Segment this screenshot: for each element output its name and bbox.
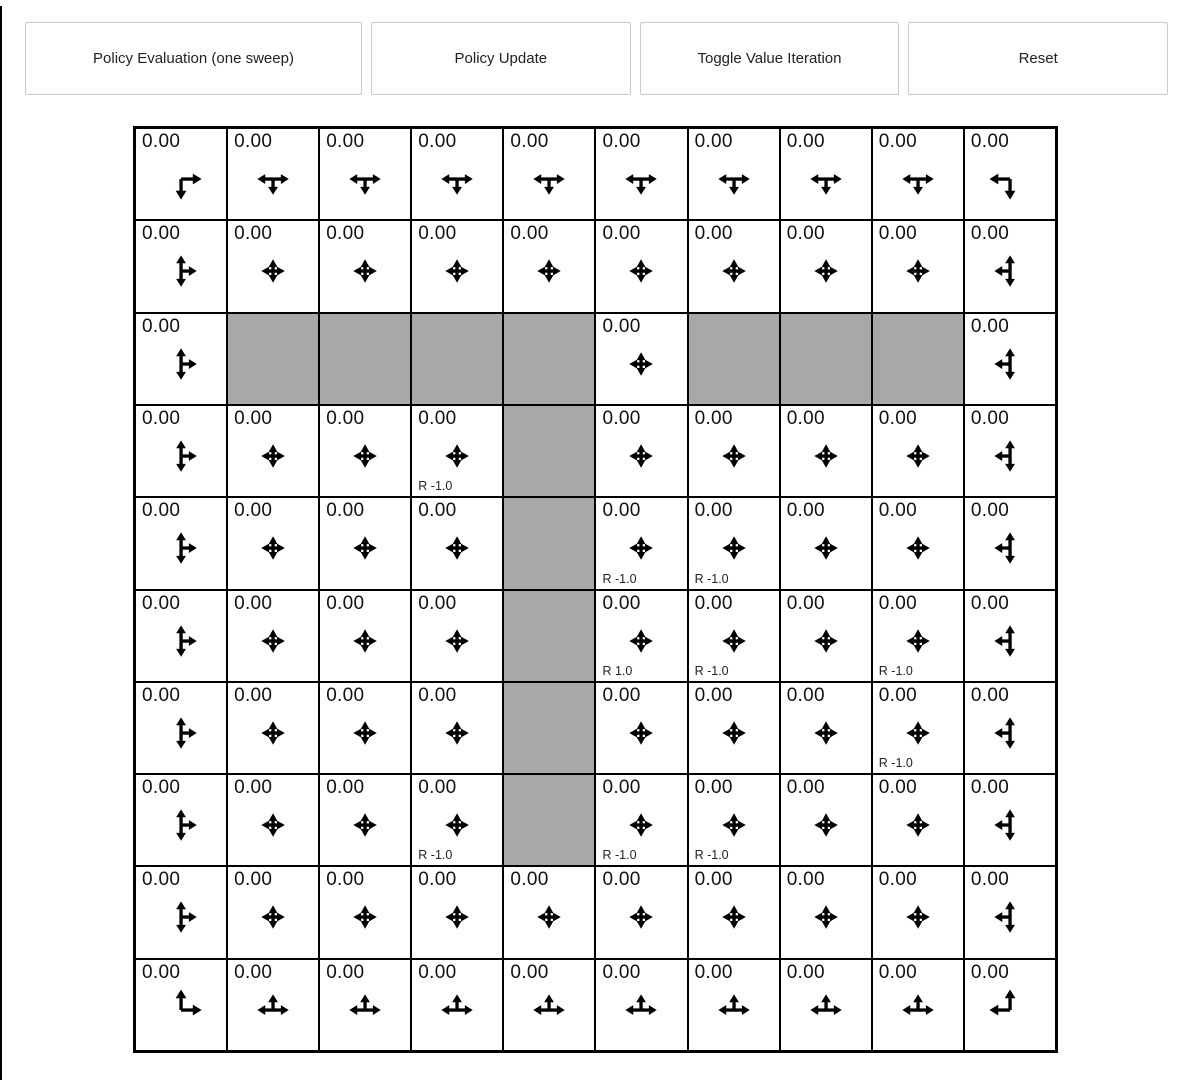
- cell-value: 0.00: [326, 961, 365, 983]
- grid-cell: [411, 959, 503, 1051]
- cell-value: 0.00: [602, 131, 641, 152]
- cell-value: 0.00: [970, 592, 1010, 614]
- policy-arrows-icon: [873, 960, 963, 1050]
- cell-value: 0.00: [602, 777, 641, 799]
- cell-value: 0.00: [970, 131, 1010, 152]
- policy-arrows-icon: [596, 406, 686, 496]
- cell-value: 0.00: [418, 407, 457, 429]
- wall-cell: [411, 313, 503, 405]
- cell-value: 0.00: [878, 684, 917, 706]
- wall-cell: [503, 497, 595, 589]
- cell-value: 0.00: [970, 777, 1010, 799]
- grid-cell: [872, 405, 964, 497]
- cell-value: 0.00: [786, 223, 825, 245]
- cell-value: 0.00: [510, 131, 549, 152]
- grid-cell: [227, 590, 319, 682]
- grid-cell: [780, 682, 872, 774]
- cell-value: 0.00: [418, 777, 457, 799]
- policy-arrows-icon: [873, 129, 963, 219]
- cell-value: 0.00: [878, 500, 917, 522]
- wall-cell: [503, 682, 595, 774]
- policy-arrows-icon: [136, 591, 226, 681]
- cell-value: 0.00: [786, 869, 825, 891]
- grid-cell: [780, 405, 872, 497]
- cell-value: 0.00: [786, 407, 825, 429]
- grid-cell: [595, 774, 687, 866]
- wall-cell: [503, 313, 595, 405]
- policy-arrows-icon: [412, 498, 502, 588]
- cell-value: 0.00: [786, 777, 825, 799]
- grid-cell: [411, 497, 503, 589]
- cell-value: 0.00: [418, 131, 457, 152]
- policy-arrows-icon: [136, 775, 226, 865]
- cell-value: 0.00: [878, 592, 917, 614]
- policy-arrows-icon: [596, 221, 686, 311]
- reset-button[interactable]: Reset: [908, 22, 1168, 95]
- cell-value: 0.00: [970, 315, 1010, 337]
- cell-value: 0.00: [326, 869, 365, 891]
- policy-arrows-icon: [412, 591, 502, 681]
- cell-value: 0.00: [418, 684, 457, 706]
- policy-arrows-icon: [965, 498, 1055, 588]
- policy-arrows-icon: [228, 867, 318, 957]
- cell-value: 0.00: [234, 592, 273, 614]
- policy-arrows-icon: [320, 591, 410, 681]
- cell-value: 0.00: [142, 777, 181, 799]
- cell-value: 0.00: [602, 961, 641, 983]
- cell-value: 0.00: [234, 684, 273, 706]
- policy-arrows-icon: [965, 960, 1055, 1050]
- policy-arrows-icon: [136, 221, 226, 311]
- grid-cell: [688, 405, 780, 497]
- cell-value: 0.00: [786, 961, 825, 983]
- policy-arrows-icon: [596, 683, 686, 773]
- cell-value: 0.00: [694, 961, 733, 983]
- policy-arrows-icon: [412, 683, 502, 773]
- policy-arrows-icon: [965, 867, 1055, 957]
- policy-arrows-icon: [781, 498, 871, 588]
- cell-value: 0.00: [142, 223, 181, 245]
- grid-cell: [872, 959, 964, 1051]
- grid-cell: [227, 405, 319, 497]
- grid-cell: [964, 590, 1056, 682]
- policy-arrows-icon: [965, 683, 1055, 773]
- grid-cell: [964, 497, 1056, 589]
- cell-value: 0.00: [602, 684, 641, 706]
- cell-value: 0.00: [878, 777, 917, 799]
- grid-cell: [411, 128, 503, 220]
- grid-cell: [964, 774, 1056, 866]
- cell-value: 0.00: [142, 869, 181, 891]
- grid-cell: [227, 682, 319, 774]
- cell-value: 0.00: [602, 407, 641, 429]
- cell-value: 0.00: [786, 592, 825, 614]
- cell-value: 0.00: [234, 407, 273, 429]
- cell-value: 0.00: [694, 869, 733, 891]
- grid-cell: [595, 128, 687, 220]
- cell-value: 0.00: [326, 223, 365, 245]
- cell-value: 0.00: [234, 500, 273, 522]
- grid-cell: [595, 220, 687, 312]
- policy-arrows-icon: [873, 498, 963, 588]
- cell-value: 0.00: [694, 500, 733, 522]
- cell-value: 0.00: [142, 684, 181, 706]
- reward-label: R -1.0: [878, 756, 913, 771]
- reward-label: R -1.0: [878, 663, 913, 678]
- policy-arrows-icon: [228, 775, 318, 865]
- grid-cell: [135, 866, 227, 958]
- policy-arrows-icon: [504, 129, 594, 219]
- grid-cell: [503, 866, 595, 958]
- grid-cell: [319, 405, 411, 497]
- cell-value: 0.00: [142, 315, 181, 337]
- grid-cell: [135, 590, 227, 682]
- policy-arrows-icon: [412, 221, 502, 311]
- cell-value: 0.00: [142, 961, 181, 983]
- policy-arrows-icon: [965, 129, 1055, 219]
- cell-value: 0.00: [694, 407, 733, 429]
- grid-cell: [227, 866, 319, 958]
- cell-value: 0.00: [602, 869, 641, 891]
- policy-arrows-icon: [781, 960, 871, 1050]
- cell-value: 0.00: [326, 131, 365, 152]
- grid-cell: [964, 405, 1056, 497]
- policy-arrows-icon: [136, 406, 226, 496]
- cell-value: 0.00: [878, 223, 917, 245]
- policy-arrows-icon: [136, 960, 226, 1050]
- policy-arrows-icon: [965, 314, 1055, 404]
- cell-value: 0.00: [694, 592, 733, 614]
- policy-arrows-icon: [228, 960, 318, 1050]
- policy-arrows-icon: [965, 591, 1055, 681]
- reward-label: R -1.0: [602, 571, 637, 586]
- cell-value: 0.00: [970, 869, 1010, 891]
- policy-arrows-icon: [781, 775, 871, 865]
- grid-cell: [872, 682, 964, 774]
- reward-label: R -1.0: [418, 479, 453, 494]
- cell-value: 0.00: [878, 961, 917, 983]
- policy-arrows-icon: [781, 591, 871, 681]
- policy-arrows-icon: [965, 775, 1055, 865]
- cell-value: 0.00: [418, 223, 457, 245]
- cell-value: 0.00: [602, 315, 641, 337]
- policy-arrows-icon: [689, 406, 779, 496]
- grid-cell: [595, 866, 687, 958]
- cell-value: 0.00: [602, 500, 641, 522]
- policy-arrows-icon: [412, 960, 502, 1050]
- cell-value: 0.00: [510, 223, 549, 245]
- wall-cell: [872, 313, 964, 405]
- policy-arrows-icon: [228, 129, 318, 219]
- grid-cell: [688, 220, 780, 312]
- cell-value: 0.00: [510, 869, 549, 891]
- policy-arrows-icon: [228, 591, 318, 681]
- grid-cell: [503, 128, 595, 220]
- grid-cell: [135, 959, 227, 1051]
- policy-arrows-icon: [320, 867, 410, 957]
- window-edge: [0, 6, 2, 1080]
- grid-cell: [595, 682, 687, 774]
- cell-value: 0.00: [418, 869, 457, 891]
- grid-cell: [411, 866, 503, 958]
- grid-cell: [595, 590, 687, 682]
- grid-cell: [688, 866, 780, 958]
- grid-cell: [319, 682, 411, 774]
- grid-cell: [780, 590, 872, 682]
- grid-cell: [595, 405, 687, 497]
- policy-update-button[interactable]: Policy Update: [371, 22, 631, 95]
- grid-cell: [227, 497, 319, 589]
- grid-cell: [227, 774, 319, 866]
- grid-cell: [411, 774, 503, 866]
- grid-cell: [964, 682, 1056, 774]
- grid-cell: [872, 128, 964, 220]
- grid-cell: [688, 590, 780, 682]
- policy-arrows-icon: [689, 221, 779, 311]
- policy-arrows-icon: [320, 221, 410, 311]
- policy-arrows-icon: [136, 867, 226, 957]
- cell-value: 0.00: [510, 961, 549, 983]
- policy-evaluation-button[interactable]: Policy Evaluation (one sweep): [25, 22, 362, 95]
- grid-cell: [595, 497, 687, 589]
- cell-value: 0.00: [786, 500, 825, 522]
- wall-cell: [227, 313, 319, 405]
- policy-arrows-icon: [228, 406, 318, 496]
- cell-value: 0.00: [602, 592, 641, 614]
- grid-cell: [780, 866, 872, 958]
- wall-cell: [319, 313, 411, 405]
- cell-value: 0.00: [234, 869, 273, 891]
- grid-cell: [319, 497, 411, 589]
- policy-arrows-icon: [596, 960, 686, 1050]
- cell-value: 0.00: [418, 500, 457, 522]
- grid-cell: [135, 405, 227, 497]
- policy-arrows-icon: [412, 867, 502, 957]
- grid-cell: [227, 959, 319, 1051]
- cell-value: 0.00: [326, 592, 365, 614]
- grid-cell: [595, 313, 687, 405]
- reward-label: R 1.0: [602, 663, 633, 678]
- grid-cell: [688, 959, 780, 1051]
- grid-cell: [503, 220, 595, 312]
- grid-cell: [319, 128, 411, 220]
- grid-cell: [319, 866, 411, 958]
- grid-cell: [411, 405, 503, 497]
- grid-cell: [780, 959, 872, 1051]
- grid-cell: [411, 590, 503, 682]
- cell-value: 0.00: [326, 500, 365, 522]
- wall-cell: [503, 774, 595, 866]
- grid-cell: [780, 774, 872, 866]
- policy-arrows-icon: [596, 129, 686, 219]
- policy-arrows-icon: [781, 683, 871, 773]
- policy-arrows-icon: [781, 406, 871, 496]
- policy-arrows-icon: [136, 129, 226, 219]
- grid-cell: [135, 128, 227, 220]
- wall-cell: [780, 313, 872, 405]
- grid-cell: [964, 959, 1056, 1051]
- cell-value: 0.00: [234, 777, 273, 799]
- policy-arrows-icon: [320, 129, 410, 219]
- cell-value: 0.00: [602, 223, 641, 245]
- policy-arrows-icon: [781, 129, 871, 219]
- policy-arrows-icon: [965, 221, 1055, 311]
- grid-cell: [688, 497, 780, 589]
- cell-value: 0.00: [694, 684, 733, 706]
- grid-cell: [872, 866, 964, 958]
- cell-value: 0.00: [234, 223, 273, 245]
- policy-arrows-icon: [689, 683, 779, 773]
- cell-value: 0.00: [326, 684, 365, 706]
- grid-cell: [411, 220, 503, 312]
- cell-value: 0.00: [694, 777, 733, 799]
- grid-cell: [503, 959, 595, 1051]
- policy-arrows-icon: [873, 406, 963, 496]
- policy-arrows-icon: [136, 498, 226, 588]
- reward-label: R -1.0: [694, 571, 729, 586]
- cell-value: 0.00: [970, 407, 1010, 429]
- policy-arrows-icon: [136, 314, 226, 404]
- grid-cell: [964, 220, 1056, 312]
- reward-label: R -1.0: [602, 848, 637, 863]
- policy-arrows-icon: [873, 775, 963, 865]
- policy-arrows-icon: [228, 221, 318, 311]
- grid-cell: [964, 313, 1056, 405]
- cell-value: 0.00: [418, 961, 457, 983]
- cell-value: 0.00: [970, 961, 1010, 983]
- policy-arrows-icon: [781, 221, 871, 311]
- policy-arrows-icon: [228, 683, 318, 773]
- wall-cell: [503, 405, 595, 497]
- policy-arrows-icon: [320, 960, 410, 1050]
- cell-value: 0.00: [326, 407, 365, 429]
- cell-value: 0.00: [970, 223, 1010, 245]
- grid-cell: [319, 220, 411, 312]
- grid-cell: [411, 682, 503, 774]
- policy-arrows-icon: [412, 129, 502, 219]
- policy-arrows-icon: [596, 867, 686, 957]
- grid-cell: [872, 220, 964, 312]
- policy-arrows-icon: [689, 960, 779, 1050]
- grid-cell: [595, 959, 687, 1051]
- grid-cell: [135, 220, 227, 312]
- policy-arrows-icon: [320, 775, 410, 865]
- grid-cell: [964, 128, 1056, 220]
- grid-cell: [964, 866, 1056, 958]
- grid-cell: [227, 220, 319, 312]
- policy-arrows-icon: [136, 683, 226, 773]
- policy-arrows-icon: [504, 867, 594, 957]
- policy-arrows-icon: [320, 683, 410, 773]
- grid-cell: [135, 774, 227, 866]
- cell-value: 0.00: [694, 131, 733, 152]
- cell-value: 0.00: [878, 869, 917, 891]
- policy-arrows-icon: [873, 867, 963, 957]
- cell-value: 0.00: [234, 961, 273, 983]
- cell-value: 0.00: [970, 500, 1010, 522]
- cell-value: 0.00: [326, 777, 365, 799]
- reward-label: R -1.0: [694, 663, 729, 678]
- policy-arrows-icon: [320, 406, 410, 496]
- policy-arrows-icon: [596, 314, 686, 404]
- cell-value: 0.00: [418, 592, 457, 614]
- policy-arrows-icon: [689, 129, 779, 219]
- grid-cell: [688, 128, 780, 220]
- grid-cell: [135, 313, 227, 405]
- policy-arrows-icon: [320, 498, 410, 588]
- grid-cell: [780, 220, 872, 312]
- cell-value: 0.00: [142, 500, 181, 522]
- grid-cell: [319, 590, 411, 682]
- grid-cell: [319, 959, 411, 1051]
- toolbar: [25, 22, 1168, 95]
- grid-cell: [780, 497, 872, 589]
- policy-arrows-icon: [504, 960, 594, 1050]
- cell-value: 0.00: [878, 131, 917, 152]
- grid-cell: [688, 774, 780, 866]
- policy-arrows-icon: [965, 406, 1055, 496]
- cell-value: 0.00: [786, 684, 825, 706]
- grid-cell: [780, 128, 872, 220]
- wall-cell: [688, 313, 780, 405]
- cell-value: 0.00: [786, 131, 825, 152]
- policy-arrows-icon: [689, 867, 779, 957]
- reward-label: R -1.0: [418, 848, 453, 863]
- policy-arrows-icon: [873, 221, 963, 311]
- cell-value: 0.00: [142, 592, 181, 614]
- grid-cell: [688, 682, 780, 774]
- wall-cell: [503, 590, 595, 682]
- cell-value: 0.00: [970, 684, 1010, 706]
- gridworld: [133, 126, 1058, 1053]
- cell-value: 0.00: [142, 131, 181, 152]
- grid-cell: [135, 682, 227, 774]
- policy-arrows-icon: [228, 498, 318, 588]
- grid-cell: [872, 774, 964, 866]
- grid-cell: [319, 774, 411, 866]
- grid-cell: [227, 128, 319, 220]
- policy-arrows-icon: [781, 867, 871, 957]
- cell-value: 0.00: [142, 407, 181, 429]
- cell-value: 0.00: [694, 223, 733, 245]
- cell-value: 0.00: [234, 131, 273, 152]
- grid-cell: [872, 497, 964, 589]
- policy-arrows-icon: [504, 221, 594, 311]
- reward-label: R -1.0: [694, 848, 729, 863]
- cell-value: 0.00: [878, 407, 917, 429]
- grid-cell: [135, 497, 227, 589]
- toggle-value-iteration-button[interactable]: Toggle Value Iteration: [640, 22, 900, 95]
- grid-cell: [872, 590, 964, 682]
